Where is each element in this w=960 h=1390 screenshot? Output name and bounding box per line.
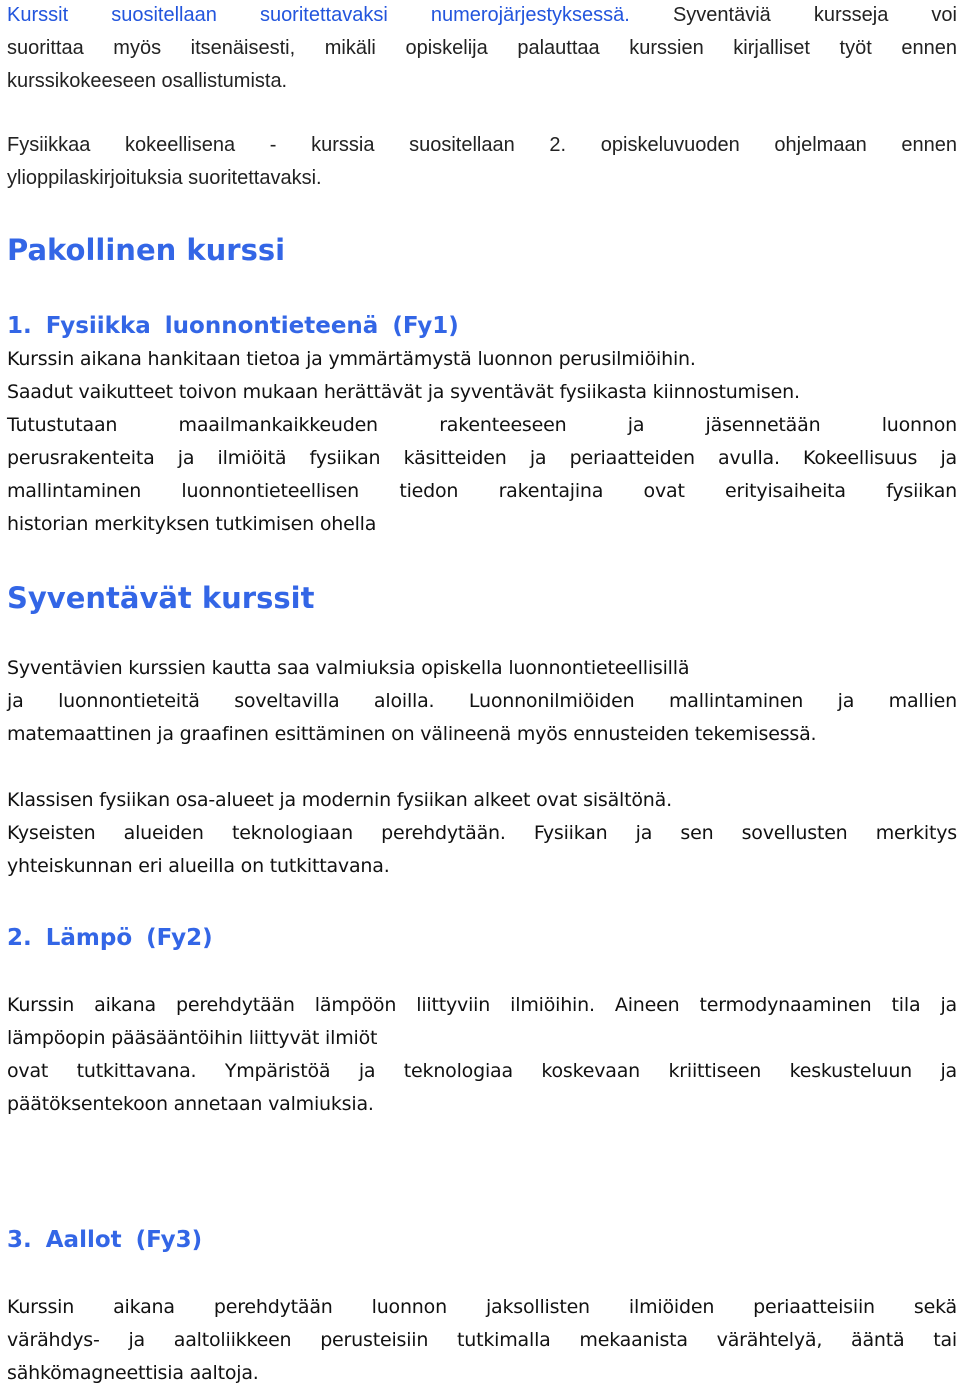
- fy3-description: [7, 1291, 957, 1390]
- fy2-line: päätöksentekoon annetaan valmiuksia.: [7, 1093, 374, 1115]
- fy1-description: [7, 343, 957, 541]
- fy3-title: 3. Aallot (Fy3): [7, 1227, 203, 1253]
- fy2-line: ovat tutkittavana. Ympäristöä ja teknologiaa koskevaan kriittiseen keskusteluun ja: [7, 1060, 957, 1082]
- fy2-title: 2. Lämpö (Fy2): [7, 925, 213, 951]
- experimental-note: [7, 129, 957, 195]
- advanced-content-line: Kyseisten alueiden teknologiaan perehdytään. Fysiikan ja sen sovellusten merkitys: [7, 822, 957, 844]
- fy1-line: mallintaminen luonnontieteellisen tiedon rakentajina ovat erityisaiheita fysiikan: [7, 480, 957, 502]
- fy1-line: Kurssin aikana hankitaan tietoa ja ymmärtämystä luonnon perusilmiöihin.: [7, 348, 696, 370]
- advanced-content-line: yhteiskunnan eri alueilla on tutkittavana.: [7, 855, 390, 877]
- advanced-content-line: Klassisen fysiikan osa-alueet ja modernin fysiikan alkeet ovat sisältönä.: [7, 789, 672, 811]
- fy1-line: historian merkityksen tutkimisen ohella: [7, 513, 377, 535]
- fy2-line: lämpöopin pääsääntöihin liittyvät ilmiöt: [7, 1027, 378, 1049]
- fy2-line: Kurssin aikana perehdytään lämpöön liittyviin ilmiöihin. Aineen termodynaaminen tila ja: [7, 994, 957, 1016]
- intro-line-2: suorittaa myös itsenäisesti, mikäli opiskelija palauttaa kurssien kirjalliset työt ennen: [7, 37, 957, 59]
- fy3-line: värähdys- ja aaltoliikkeen perusteisiin tutkimalla mekaanista värähtelyä, ääntä tai: [7, 1329, 957, 1351]
- fy2-description: [7, 989, 957, 1121]
- advanced-intro: [7, 652, 957, 751]
- advanced-intro-line: matemaattinen ja graafinen esittäminen on välineenä myös ennusteiden tekemisessä.: [7, 723, 817, 745]
- experimental-note-line-2: ylioppilaskirjoituksia suoritettavaksi.: [7, 167, 322, 189]
- advanced-content: [7, 784, 957, 883]
- advanced-intro-line: Syventävien kurssien kautta saa valmiuksia opiskella luonnontieteellisillä: [7, 657, 690, 679]
- mandatory-heading: Pakollinen kurssi: [7, 233, 286, 267]
- intro-recommendation: Kurssit suositellaan suoritettavaksi numerojärjestyksessä.: [7, 4, 630, 26]
- fy1-line: Tutustutaan maailmankaikkeuden rakenteeseen ja jäsennetään luonnon: [7, 414, 957, 436]
- fy1-line: perusrakenteita ja ilmiöitä fysiikan käsitteiden ja periaatteiden avulla. Kokeellisuus ja: [7, 447, 957, 469]
- fy3-line: sähkömagneettisia aaltoja.: [7, 1362, 259, 1384]
- advanced-intro-line: ja luonnontieteitä soveltavilla aloilla. Luonnonilmiöiden mallintaminen ja mallien: [7, 690, 957, 712]
- fy3-line: Kurssin aikana perehdytään luonnon jaksollisten ilmiöiden periaatteisiin sekä: [7, 1296, 957, 1318]
- intro-paragraph: [7, 0, 957, 98]
- intro-line-3: kurssikokeeseen osallistumista.: [7, 70, 288, 92]
- intro-line-1: Kurssit suositellaan suoritettavaksi numerojärjestyksessä. Syventäviä kursseja voi: [7, 4, 958, 26]
- advanced-heading: Syventävät kurssit: [7, 581, 315, 615]
- fy1-title: 1. Fysiikka luonnontieteenä (Fy1): [7, 313, 459, 339]
- experimental-note-line-1: Fysiikkaa kokeellisena - kurssia suositellaan 2. opiskeluvuoden ohjelmaan ennen: [7, 134, 957, 156]
- fy1-line: Saadut vaikutteet toivon mukaan herättävät ja syventävät fysiikasta kiinnostumisen.: [7, 381, 800, 403]
